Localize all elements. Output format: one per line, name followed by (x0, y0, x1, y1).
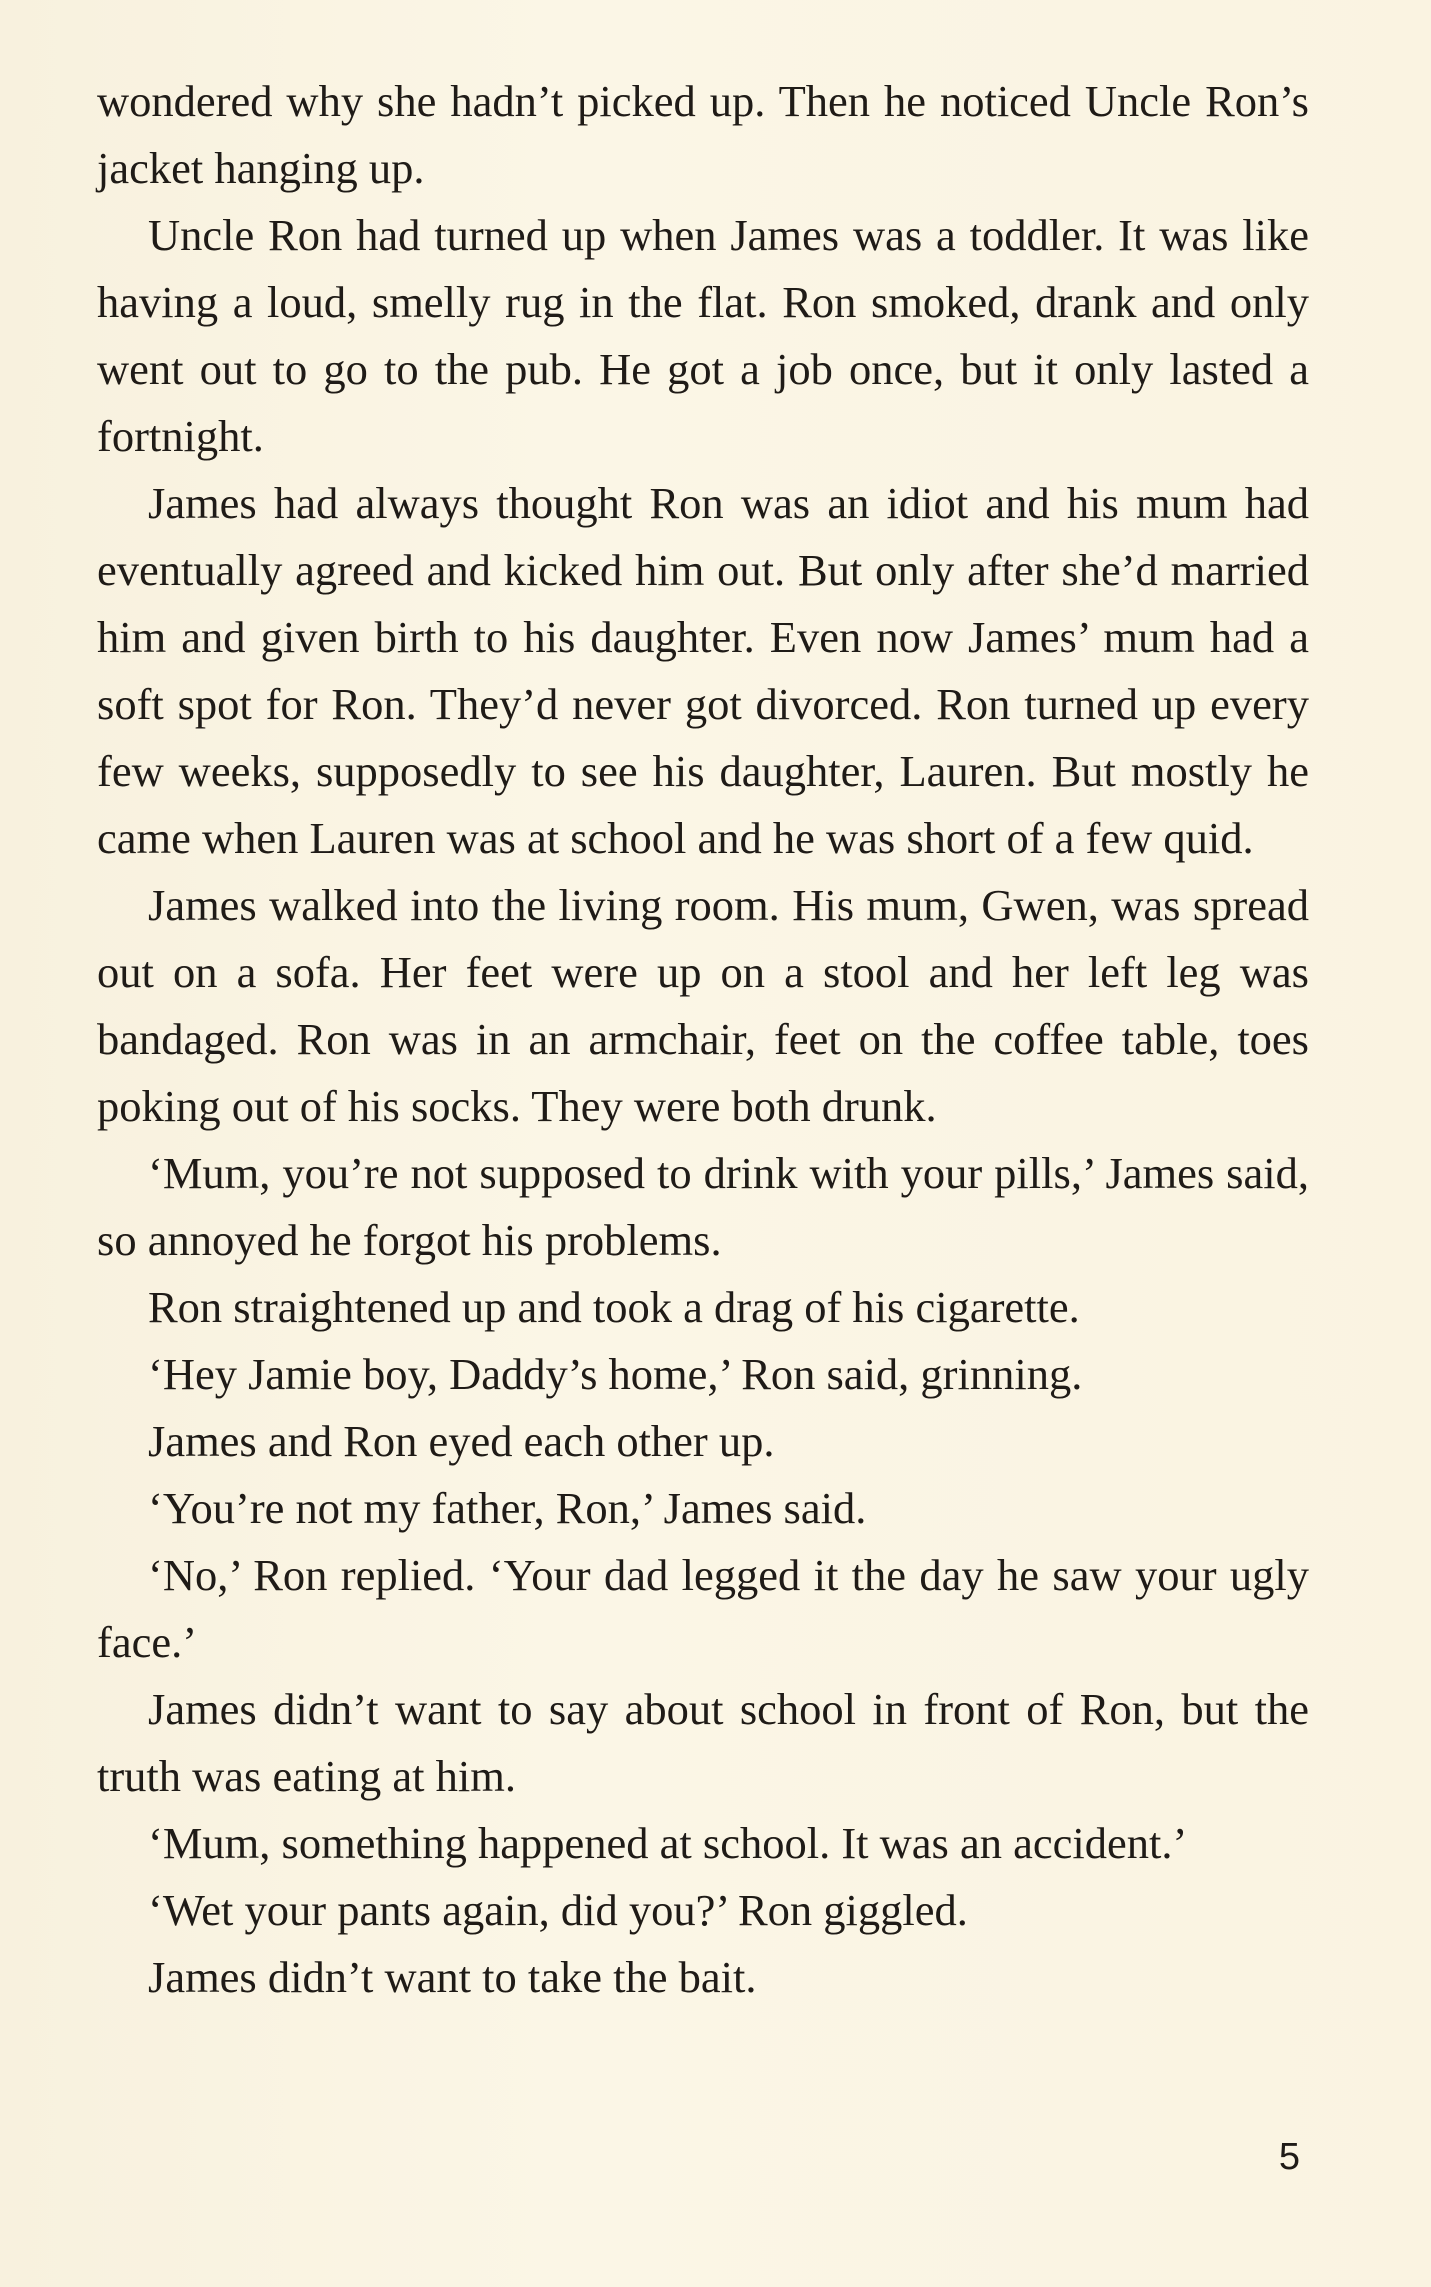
paragraph: ‘Mum, you’re not supposed to drink with your pills,’ James said, so annoyed he forgot his problems. (97, 1148, 1309, 1265)
page-number: 5 (1278, 2136, 1300, 2178)
paragraph: ‘Hey Jamie boy, Daddy’s home,’ Ron said, grinning. (148, 1349, 1083, 1399)
paragraph: ‘You’re not my father, Ron,’ James said. (148, 1483, 867, 1533)
paragraph: James didn’t want to say about school in front of Ron, but the truth was eating at him. (97, 1684, 1309, 1801)
paragraph: ‘No,’ Ron replied. ‘Your dad legged it the day he saw your ugly face.’ (97, 1550, 1309, 1667)
paragraph: Uncle Ron had turned up when James was a toddler. It was like having a loud, smelly rug in the flat. Ron smoked, drank and only went out to go to the pub. He got a job once, but it only lasted a fortnight. (97, 210, 1309, 461)
paragraph: ‘Mum, something happened at school. It was an accident.’ (148, 1818, 1188, 1868)
paragraph: ‘Wet your pants again, did you?’ Ron giggled. (148, 1885, 968, 1935)
paragraph: James had always thought Ron was an idiot and his mum had eventually agreed and kicked him out. But only after she’d married him and given birth to his daughter. Even now James’ mum had a soft spot for Ron. They’d never got divorced. Ron turned up every few weeks, supposedly to see his daughter, Lauren. But mostly he came when Lauren was at school and he was short of a few quid. (97, 478, 1309, 863)
paragraph: James walked into the living room. His mum, Gwen, was spread out on a sofa. Her feet were up on a stool and her left leg was bandaged. Ron was in an armchair, feet on the coffee table, toes poking out of his socks. They were both drunk. (97, 880, 1309, 1131)
paragraph: wondered why she hadn’t picked up. Then he noticed Uncle Ron’s jacket hanging up. (97, 76, 1309, 193)
paragraph: James and Ron eyed each other up. (148, 1416, 775, 1466)
body-text (97, 68, 1309, 2011)
paragraph: Ron straightened up and took a drag of his cigarette. (148, 1282, 1080, 1332)
paragraph: James didn’t want to take the bait. (148, 1952, 757, 2002)
